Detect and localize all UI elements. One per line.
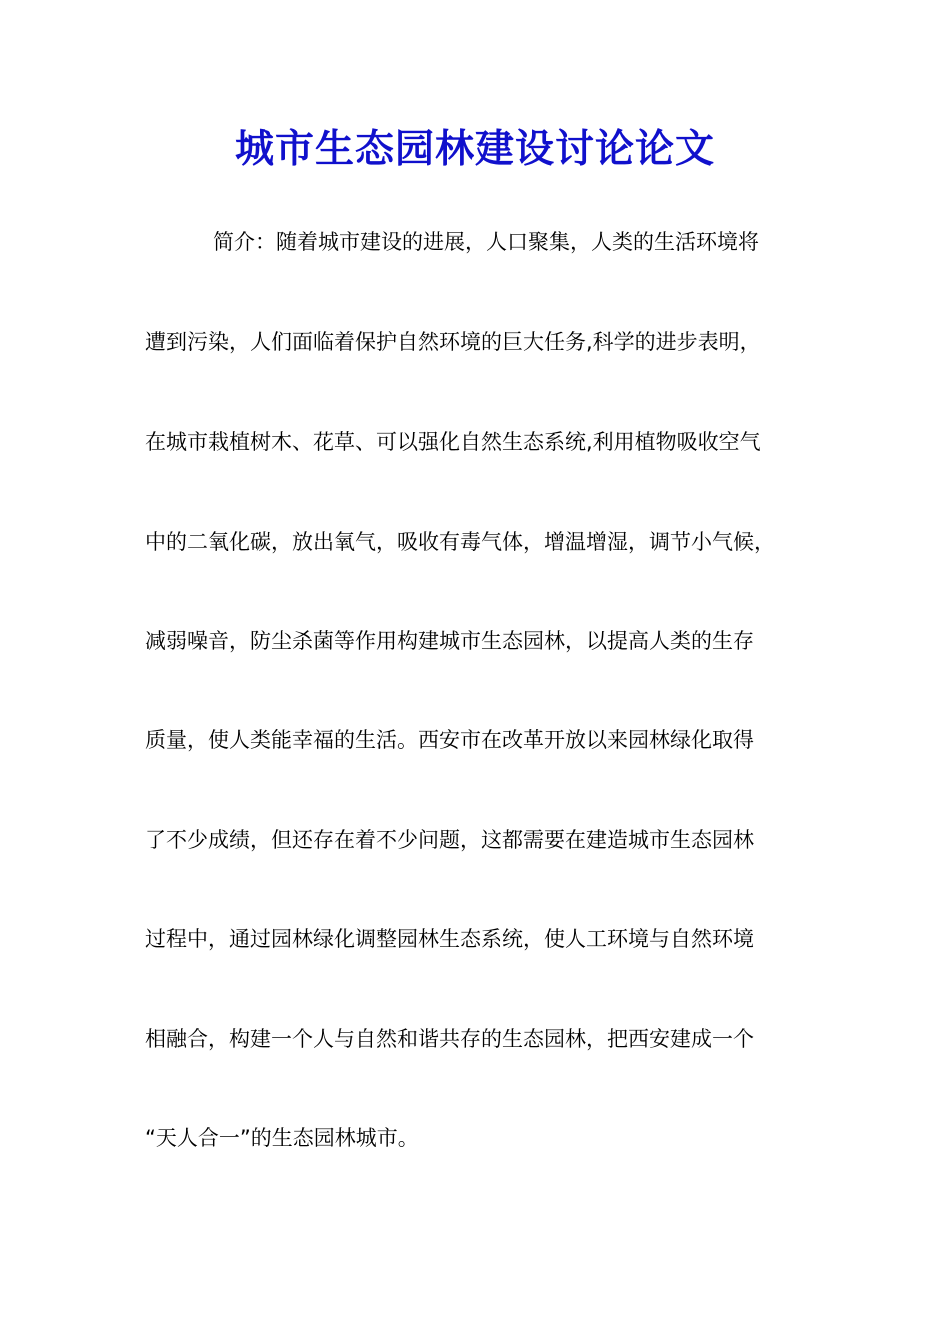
body-line-9: 相融合，构建一个人与自然和谐共存的生态园林，把西安建成一个	[145, 1027, 754, 1051]
body-line-10: “天人合一”的生态园林城市。	[145, 1126, 419, 1150]
body-line-4: 中的二氧化碳，放出氧气，吸收有毒气体，增温增湿，调节小气候，	[145, 530, 775, 554]
document-title: 城市生态园林建设讨论论文	[234, 126, 715, 172]
body-line-7: 了不少成绩，但还存在着不少问题，这都需要在建造城市生态园林	[145, 828, 754, 852]
body-line-5: 减弱噪音，防尘杀菌等作用构建城市生态园林，以提高人类的生存	[145, 629, 754, 653]
body-line-3: 在城市栽植树木、花草、可以强化自然生态系统,利用植物吸收空气	[145, 430, 761, 454]
body-line-2: 遭到污染，人们面临着保护自然环境的巨大任务,科学的进步表明，	[145, 330, 761, 354]
body-line-8: 过程中，通过园林绿化调整园林生态系统，使人工环境与自然环境	[145, 927, 754, 951]
body-line-6: 质量，使人类能幸福的生活。西安市在改革开放以来园林绿化取得	[145, 728, 754, 752]
body-line-1: 简介：随着城市建设的进展，人口聚集，人类的生活环境将	[213, 230, 759, 254]
